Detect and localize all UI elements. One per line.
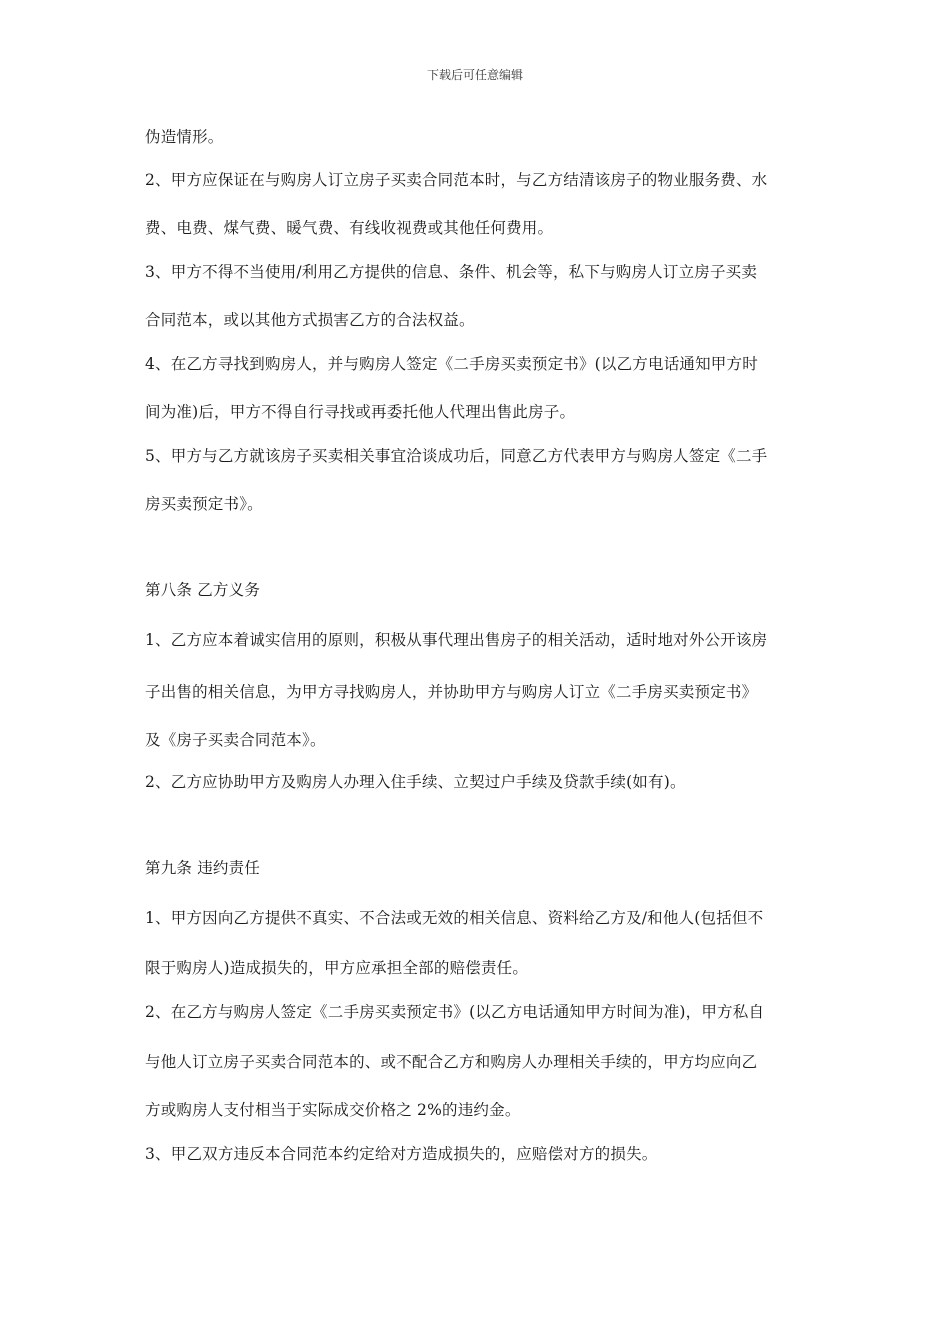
text-line: 限于购房人)造成损失的，甲方应承担全部的赔偿责任。 xyxy=(145,959,529,977)
text-line: 3、甲方不得不当使用/利用乙方提供的信息、条件、机会等，私下与购房人订立房子买卖 xyxy=(145,263,758,281)
text-line: 2、乙方应协助甲方及购房人办理入住手续、立契过户手续及贷款手续(如有)。 xyxy=(145,773,686,791)
text-line: 伪造情形。 xyxy=(145,128,224,146)
text-line: 及《房子买卖合同范本》。 xyxy=(145,731,326,749)
text-line: 1、乙方应本着诚实信用的原则，积极从事代理出售房子的相关活动，适时地对外公开该房 xyxy=(145,631,768,649)
text-line: 2、在乙方与购房人签定《二手房买卖预定书》(以乙方电话通知甲方时间为准)，甲方私自 xyxy=(145,1003,765,1021)
text-line: 合同范本，或以其他方式损害乙方的合法权益。 xyxy=(145,311,475,329)
text-line: 2、甲方应保证在与购房人订立房子买卖合同范本时，与乙方结清该房子的物业服务费、水 xyxy=(145,171,768,189)
text-line: 4、在乙方寻找到购房人，并与购房人签定《二手房买卖预定书》(以乙方电话通知甲方时 xyxy=(145,355,758,373)
text-line: 子出售的相关信息，为甲方寻找购房人，并协助甲方与购房人订立《二手房买卖预定书》 xyxy=(145,683,758,701)
section-heading: 第九条 违约责任 xyxy=(145,859,261,877)
text-line: 房买卖预定书》。 xyxy=(145,495,263,513)
text-line: 与他人订立房子买卖合同范本的、或不配合乙方和购房人办理相关手续的，甲方均应向乙 xyxy=(145,1053,758,1071)
text-line: 5、甲方与乙方就该房子买卖相关事宜洽谈成功后，同意乙方代表甲方与购房人签定《二手 xyxy=(145,447,768,465)
text-line: 3、甲乙双方违反本合同范本约定给对方造成损失的，应赔偿对方的损失。 xyxy=(145,1145,658,1163)
text-line: 方或购房人支付相当于实际成交价格之 2%的违约金。 xyxy=(145,1101,521,1119)
section-heading: 第八条 乙方义务 xyxy=(145,581,261,599)
header-note: 下载后可任意编辑 xyxy=(426,68,523,82)
text-line: 1、甲方因向乙方提供不真实、不合法或无效的相关信息、资料给乙方及/和他人(包括但不 xyxy=(145,909,764,927)
text-line: 费、电费、煤气费、暖气费、有线收视费或其他任何费用。 xyxy=(145,219,554,237)
text-line: 间为准)后，甲方不得自行寻找或再委托他人代理出售此房子。 xyxy=(145,403,576,421)
